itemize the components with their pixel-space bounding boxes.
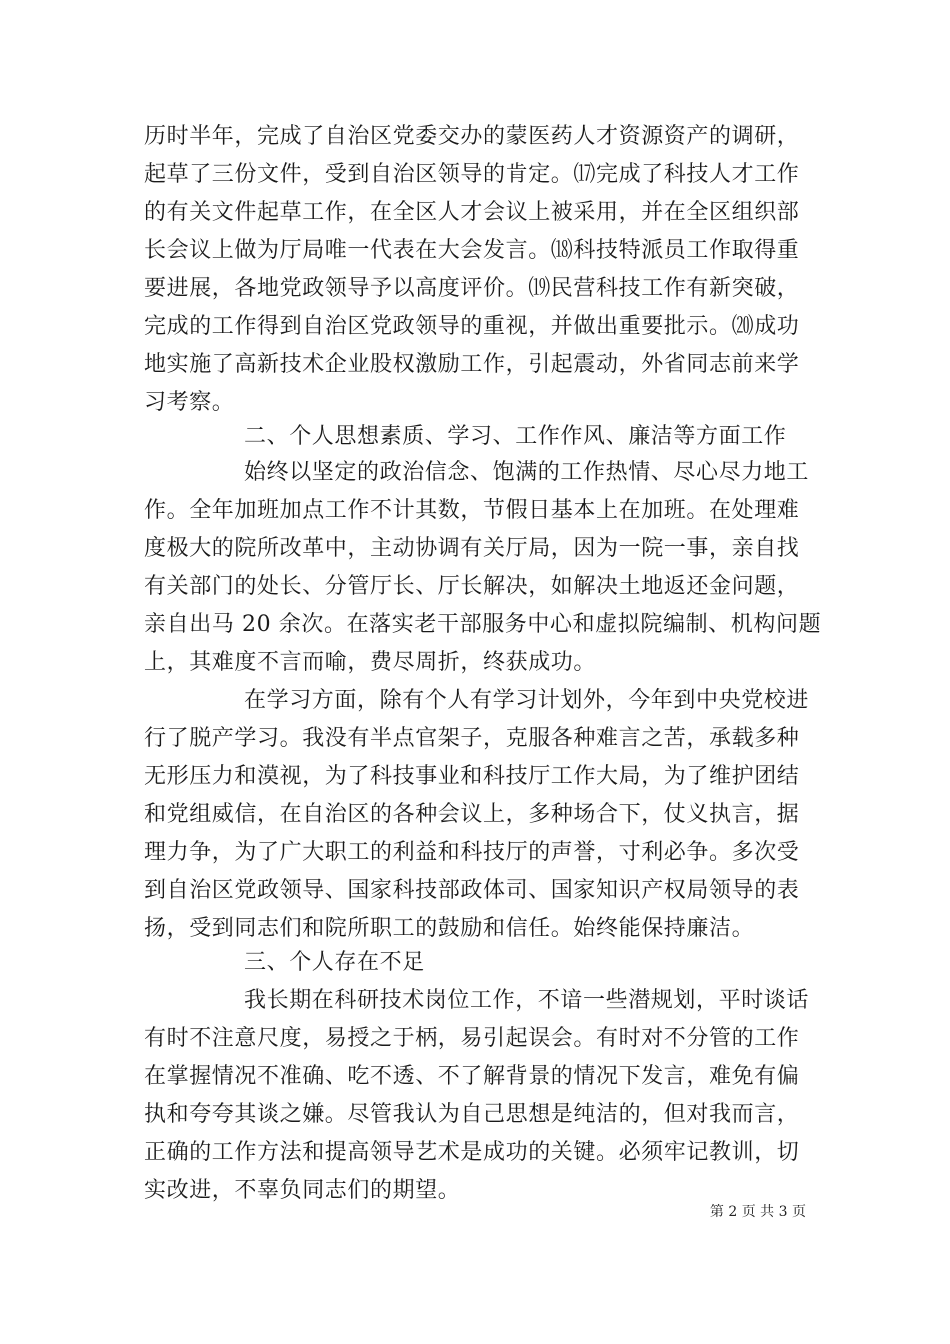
text-line: 在掌握情况不准确、吃不透、不了解背景的情况下发言，难免有偏 xyxy=(144,1064,800,1089)
text-line: 的有关文件起草工作，在全区人才会议上被采用，并在全区组织部 xyxy=(144,200,800,225)
paragraph-first-line: 在学习方面，除有个人有学习计划外，今年到中央党校进 xyxy=(244,688,810,713)
text-line: 亲自出马 20 余次。在落实老干部服务中心和虚拟院编制、机构问题 xyxy=(144,612,822,637)
text-line: 长会议上做为厅局唯一代表在大会发言。⒅科技特派员工作取得重 xyxy=(144,238,800,263)
text-line: 完成的工作得到自治区党政领导的重视，并做出重要批示。⒇成功 xyxy=(144,314,800,339)
text-line: 实改进，不辜负同志们的期望。 xyxy=(144,1178,461,1203)
text-line: 度极大的院所改革中，主动协调有关厅局，因为一院一事，亲自找 xyxy=(144,536,800,561)
section-heading: 二、个人思想素质、学习、工作作风、廉洁等方面工作 xyxy=(244,424,787,449)
text-line: 上，其难度不言而喻，费尽周折，终获成功。 xyxy=(144,650,597,675)
text-line: 习考察。 xyxy=(144,390,235,415)
text-line: 历时半年，完成了自治区党委交办的蒙医药人才资源资产的调研， xyxy=(144,124,800,149)
page-number: 第 2 页 共 3 页 xyxy=(709,1204,806,1220)
text-line: 行了脱产学习。我没有半点官架子，克服各种难言之苦，承载多种 xyxy=(144,726,800,751)
text-line: 正确的工作方法和提高领导艺术是成功的关键。必须牢记教训，切 xyxy=(144,1140,800,1165)
text-line: 作。全年加班加点工作不计其数，节假日基本上在加班。在处理难 xyxy=(144,498,800,523)
text-line: 有时不注意尺度，易授之于柄，易引起误会。有时对不分管的工作 xyxy=(144,1026,800,1051)
text-line: 扬，受到同志们和院所职工的鼓励和信任。始终能保持廉洁。 xyxy=(144,916,755,941)
text-line: 执和夸夸其谈之嫌。尽管我认为自己思想是纯洁的，但对我而言， xyxy=(144,1102,800,1127)
text-line: 理力争，为了广大职工的利益和科技厅的声誉，寸利必争。多次受 xyxy=(144,840,800,865)
text-line: 地实施了高新技术企业股权激励工作，引起震动，外省同志前来学 xyxy=(144,352,800,377)
paragraph-first-line: 始终以坚定的政治信念、饱满的工作热情、尽心尽力地工 xyxy=(244,460,810,485)
text-line: 到自治区党政领导、国家科技部政体司、国家知识产权局领导的表 xyxy=(144,878,800,903)
text-line: 无形压力和漠视，为了科技事业和科技厅工作大局，为了维护团结 xyxy=(144,764,800,789)
text-line: 起草了三份文件，受到自治区领导的肯定。⒄完成了科技人才工作 xyxy=(144,162,800,187)
text-line: 有关部门的处长、分管厅长、厅长解决，如解决土地返还金问题， xyxy=(144,574,800,599)
section-heading: 三、个人存在不足 xyxy=(244,950,425,975)
paragraph-first-line: 我长期在科研技术岗位工作，不谙一些潜规划，平时谈话 xyxy=(244,988,810,1013)
text-line: 要进展，各地党政领导予以高度评价。⒆民营科技工作有新突破， xyxy=(144,276,800,301)
text-line: 和党组威信，在自治区的各种会议上，多种场合下，仗义执言，据 xyxy=(144,802,800,827)
